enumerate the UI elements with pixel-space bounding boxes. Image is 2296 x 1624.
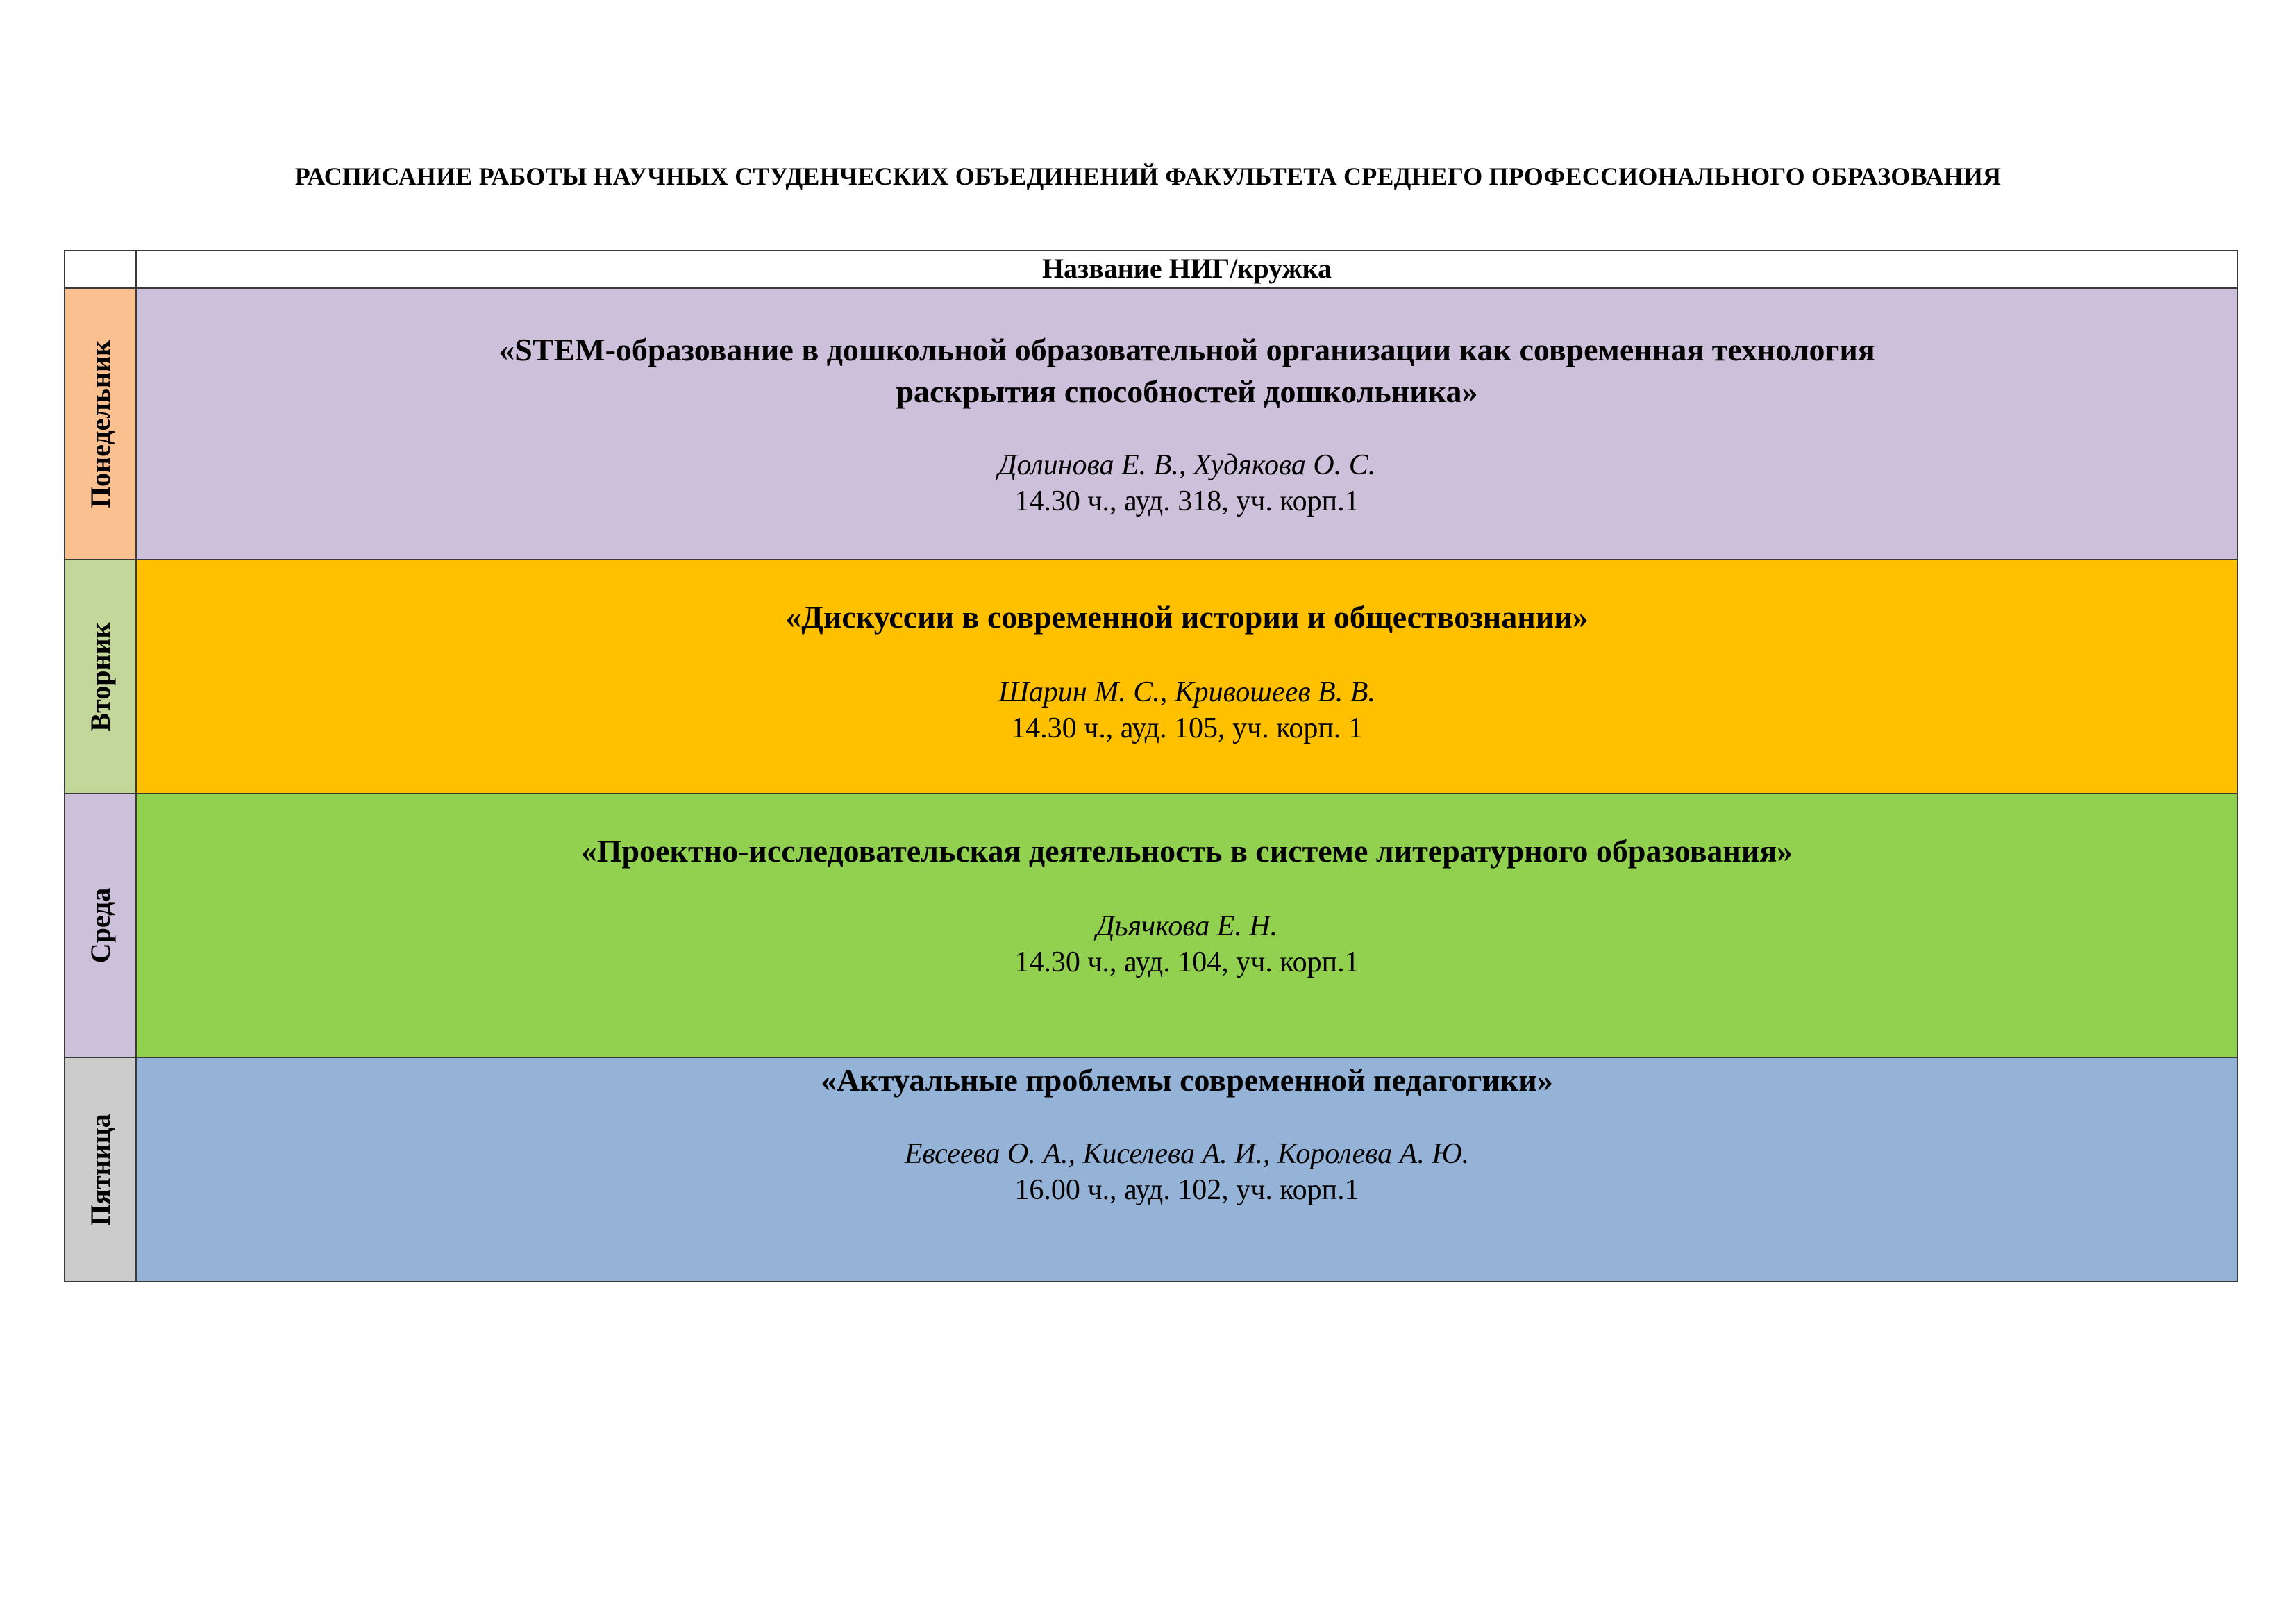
club-leaders: Евсеева О. А., Киселева А. И., Королева А. Ю. [904, 1138, 1470, 1170]
club-title: «Актуальные проблемы современной педагогики» [821, 1062, 1553, 1098]
club-leaders: Шарин М. С., Кривошеев В. В. [998, 676, 1375, 708]
day-cell-monday [65, 289, 137, 559]
day-label-wednesday: Среда [84, 887, 116, 964]
club-cell-monday [137, 289, 2237, 559]
day-label-tuesday: Вторник [84, 621, 116, 732]
club-cell-friday [137, 1058, 2237, 1281]
club-time-place: 16.00 ч., ауд. 102, уч. корп.1 [1014, 1174, 1359, 1206]
day-label-monday: Понедельник [84, 340, 116, 508]
day-label-friday: Пятница [84, 1113, 116, 1226]
club-leaders: Дьячкова Е. Н. [1096, 910, 1278, 942]
club-title-line1: «STEM-образование в дошкольной образовательной организации как современная технология [498, 332, 1875, 367]
day-cell-tuesday [65, 560, 137, 793]
header-cell [137, 251, 2237, 287]
day-cell-wednesday [65, 794, 137, 1057]
table-header-row [65, 251, 2237, 287]
schedule-row-monday [65, 287, 2237, 559]
schedule-row-friday [65, 1057, 2237, 1281]
club-time-place: 14.30 ч., ауд. 318, уч. корп.1 [1014, 485, 1359, 517]
header-title: Название НИГ/кружка [1041, 253, 1332, 284]
schedule-row-tuesday [65, 559, 2237, 793]
schedule-table [64, 250, 2238, 1282]
club-time-place: 14.30 ч., ауд. 105, уч. корп. 1 [1011, 712, 1363, 744]
club-title: «Дискуссии в современной истории и обществознании» [785, 599, 1589, 635]
club-title: «Проектно-исследовательская деятельность в системе литературного образования» [580, 833, 1793, 869]
club-cell-tuesday [137, 560, 2237, 793]
club-leaders: Долинова Е. В., Худякова О. С. [998, 449, 1376, 481]
club-time-place: 14.30 ч., ауд. 104, уч. корп.1 [1014, 946, 1359, 978]
header-day-cell [65, 251, 137, 287]
club-cell-wednesday [137, 794, 2237, 1057]
club-title-line2: раскрытия способностей дошкольника» [896, 374, 1478, 409]
schedule-row-wednesday [65, 793, 2237, 1057]
page-title: РАСПИСАНИЕ РАБОТЫ НАУЧНЫХ СТУДЕНЧЕСКИХ ОБЪЕДИНЕНИЙ ФАКУЛЬТЕТА СРЕДНЕГО ПРОФЕССИОНАЛЬНОГО ОБРАЗОВАНИЯ [294, 162, 2002, 190]
day-cell-friday [65, 1058, 137, 1281]
